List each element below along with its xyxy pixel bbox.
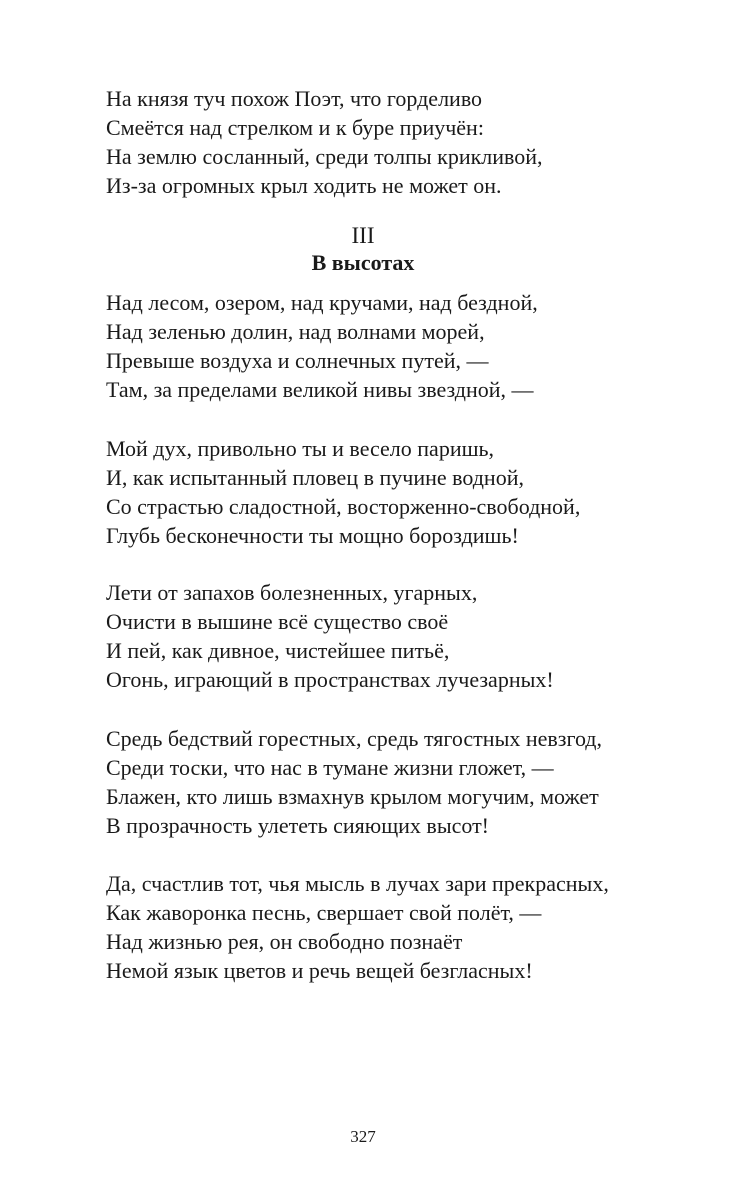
poem-line: Превыше воздуха и солнечных путей, — [106, 348, 489, 373]
page-number: 327 [350, 1127, 376, 1146]
poem-line: Над жизнью рея, он свободно познаёт [106, 929, 463, 954]
poem-line: Огонь, играющий в пространствах лучезарных! [106, 667, 554, 692]
poem-line: На князя туч похож Поэт, что горделиво [106, 86, 483, 111]
poem-line: Из-за огромных крыл ходить не может он. [106, 173, 502, 198]
stanza-4 [106, 724, 706, 840]
poem-line: Там, за пределами великой нивы звездной, — [106, 377, 534, 402]
stanza-2 [106, 434, 706, 550]
poem-line: Лети от запахов болезненных, угарных, [106, 580, 478, 605]
opening-stanza [106, 84, 706, 200]
poem-line: Глубь бесконечности ты мощно бороздишь! [106, 523, 519, 548]
poem-line: В прозрачность улететь сияющих высот! [106, 813, 490, 838]
poem-line: Среди тоски, что нас в тумане жизни гложет, — [106, 755, 554, 780]
poem-line: Очисти в вышине всё существо своё [106, 609, 449, 634]
stanza-3 [106, 578, 706, 694]
stanza-5 [106, 869, 706, 985]
poem-line: Над зеленью долин, над волнами морей, [106, 319, 485, 344]
poem-line: И, как испытанный пловец в пучине водной, [106, 465, 524, 490]
poem-line: Над лесом, озером, над кручами, над бездной, [106, 290, 538, 315]
section-title: В высотах [311, 250, 415, 275]
poem-line: Блажен, кто лишь взмахнув крылом могучим, может [106, 784, 599, 809]
poem-line: Немой язык цветов и речь вещей безгласных! [106, 958, 533, 983]
poem-line: На землю сосланный, среди толпы крикливой, [106, 144, 543, 169]
stanza-1 [106, 288, 706, 404]
poem-line: И пей, как дивное, чистейшее питьё, [106, 638, 450, 663]
poem-line: Мой дух, привольно ты и весело паришь, [106, 436, 495, 461]
poem-line: Смеётся над стрелком и к буре приучён: [106, 115, 484, 140]
poem-line: Да, счастлив тот, чья мысль в лучах зари прекрасных, [106, 871, 609, 896]
poem-line: Средь бедствий горестных, средь тягостных невзгод, [106, 726, 602, 751]
section-number: III [351, 223, 375, 248]
poem-line: Как жаворонка песнь, свершает свой полёт, — [106, 900, 542, 925]
poem-line: Со страстью сладостной, восторженно-свободной, [106, 494, 581, 519]
